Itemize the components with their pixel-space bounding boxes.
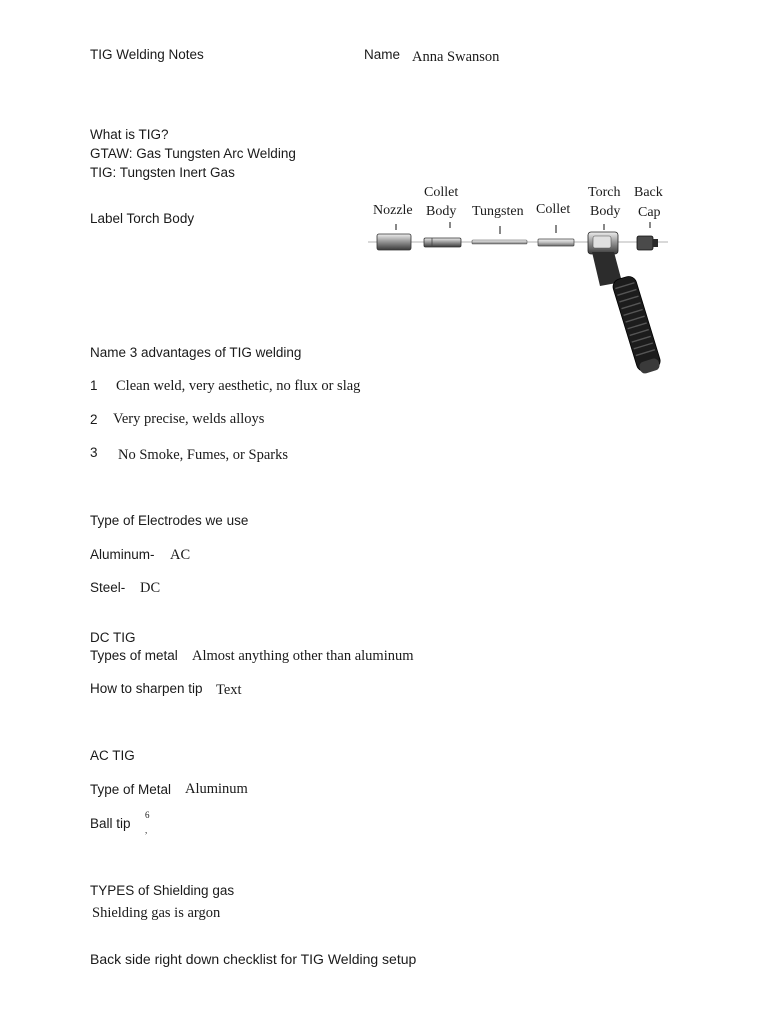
ball-tip-mark-top: 6 <box>145 810 150 820</box>
document-title: TIG Welding Notes <box>90 47 204 62</box>
advantage-3-answer: No Smoke, Fumes, or Sparks <box>118 447 288 463</box>
aluminum-value: AC <box>170 547 191 563</box>
ac-tig-heading: AC TIG <box>90 748 135 763</box>
electrodes-question: Type of Electrodes we use <box>90 513 249 528</box>
steel-label: Steel- <box>90 580 126 595</box>
tungsten-part <box>472 240 527 244</box>
tig-definition: TIG: Tungsten Inert Gas <box>90 165 235 180</box>
collet-body-label-line2: Body <box>426 204 457 219</box>
advantage-2-answer: Very precise, welds alloys <box>113 411 265 427</box>
name-label: Name <box>364 47 401 62</box>
what-is-tig-question: What is TIG? <box>90 127 169 142</box>
name-value: Anna Swanson <box>412 49 500 65</box>
back-cap-label-line2: Cap <box>638 205 661 220</box>
advantage-1-answer: Clean weld, very aesthetic, no flux or slag <box>116 378 361 394</box>
advantage-1-number: 1 <box>90 378 98 393</box>
dc-tig-heading: DC TIG <box>90 630 136 645</box>
shielding-gas-answer: Shielding gas is argon <box>92 905 221 921</box>
ac-metal-value: Aluminum <box>185 781 248 797</box>
advantage-3-number: 3 <box>90 445 98 460</box>
shielding-gas-heading: TYPES of Shielding gas <box>90 883 235 898</box>
checklist-instruction: Back side right down checklist for TIG Welding setup <box>90 951 417 967</box>
nozzle-part <box>377 234 411 250</box>
collet-label: Collet <box>536 202 571 217</box>
advantage-2-number: 2 <box>90 412 98 427</box>
sharpen-tip-value: Text <box>216 682 242 698</box>
collet-body-label-line1: Collet <box>424 185 459 200</box>
collet-part <box>538 239 574 246</box>
advantages-question: Name 3 advantages of TIG welding <box>90 345 302 360</box>
torch-body-label-line2: Body <box>590 204 621 219</box>
collet-body-part <box>424 238 461 247</box>
back-cap-label-line1: Back <box>634 185 663 200</box>
gtaw-definition: GTAW: Gas Tungsten Arc Welding <box>90 146 296 161</box>
steel-value: DC <box>140 580 161 596</box>
ball-tip-mark-bottom: , <box>145 825 148 835</box>
dc-metal-label: Types of metal <box>90 648 178 663</box>
torch-handle <box>611 275 663 376</box>
back-cap-part <box>637 236 653 250</box>
dc-metal-value: Almost anything other than aluminum <box>192 648 414 664</box>
aluminum-label: Aluminum- <box>90 547 155 562</box>
nozzle-label: Nozzle <box>373 203 413 218</box>
ac-metal-label: Type of Metal <box>90 782 172 797</box>
sharpen-tip-label: How to sharpen tip <box>90 681 203 696</box>
ball-tip-label: Ball tip <box>90 816 131 831</box>
torch-body-label-line1: Torch <box>588 185 621 200</box>
label-torch-prompt: Label Torch Body <box>90 211 195 226</box>
tungsten-label: Tungsten <box>472 204 524 219</box>
tig-torch-diagram <box>360 180 680 380</box>
